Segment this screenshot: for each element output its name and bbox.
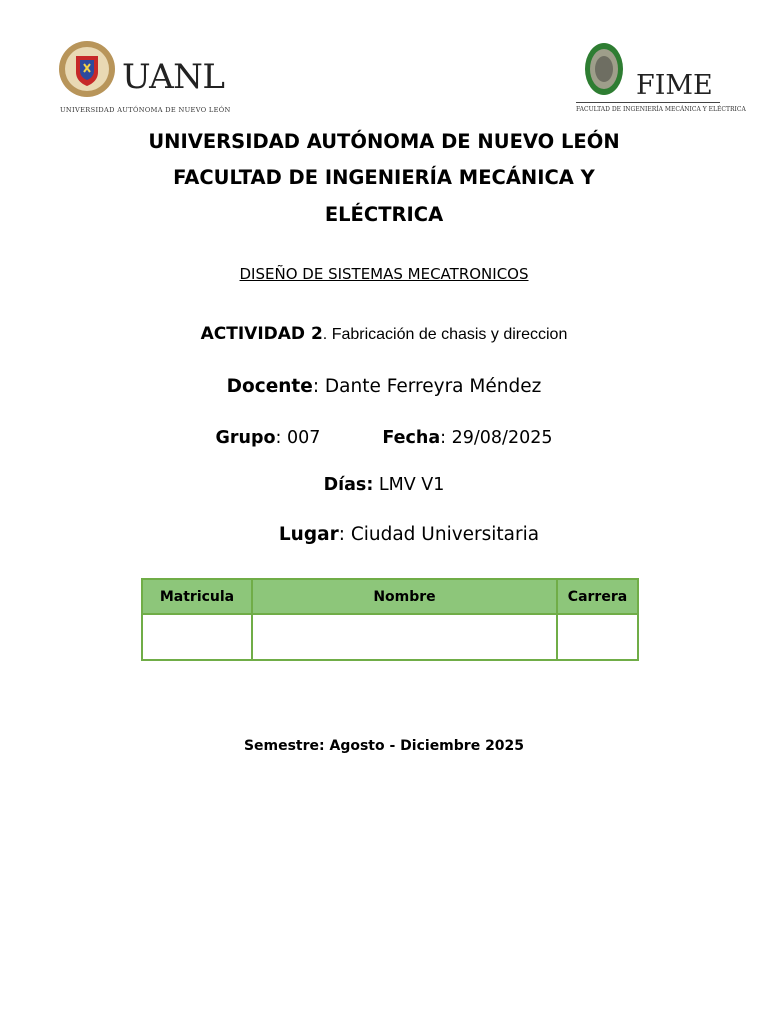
docente-label: Docente [226, 376, 313, 397]
table-header-row [142, 579, 638, 614]
fecha-label: Fecha [382, 428, 441, 448]
activity-line [0, 324, 768, 344]
students-table [141, 578, 639, 661]
fime-divider [576, 102, 720, 103]
cell-nombre [252, 614, 557, 660]
dias-value: LMV V1 [373, 475, 445, 495]
semester-line: Semestre: Agosto - Diciembre 2025 [243, 738, 525, 754]
lugar-label: Lugar [278, 524, 339, 545]
header-carrera: Carrera [557, 579, 638, 614]
uanl-logo [58, 40, 231, 118]
university-title: UNIVERSIDAD AUTÓNOMA DE NUEVO LEÓN [148, 130, 620, 153]
activity-label: ACTIVIDAD 2 [200, 324, 323, 344]
uanl-seal-icon [58, 40, 116, 98]
grupo-fecha-line [0, 428, 768, 448]
fime-seal-icon [584, 42, 624, 96]
dias-line [0, 475, 768, 495]
grupo-value: : 007 [275, 428, 321, 448]
lugar-value: : Ciudad Universitaria [338, 524, 540, 545]
fime-subtitle: FACULTAD DE INGENIERÍA MECÁNICA Y ELÉCTRICA [576, 106, 746, 113]
cell-carrera [557, 614, 638, 660]
uanl-wordmark: UANL [122, 57, 225, 97]
cell-matricula [142, 614, 252, 660]
docente-value: : Dante Ferreyra Méndez [312, 376, 542, 397]
header-nombre: Nombre [252, 579, 557, 614]
docente-line [0, 376, 768, 397]
lugar-line [25, 524, 768, 545]
uanl-subtitle: UNIVERSIDAD AUTÓNOMA DE NUEVO LEÓN [60, 106, 231, 114]
fecha-value: : 29/08/2025 [440, 428, 553, 448]
dias-label: Días: [323, 475, 374, 495]
faculty-title-line1: FACULTAD DE INGENIERÍA MECÁNICA Y [173, 166, 595, 189]
fime-logo [574, 40, 746, 120]
header-matricula: Matricula [142, 579, 252, 614]
fime-wordmark: FIME [636, 70, 713, 101]
grupo-label: Grupo [215, 428, 276, 448]
table-row [142, 614, 638, 660]
faculty-title-line2: ELÉCTRICA [324, 203, 444, 226]
subject-title: DISEÑO DE SISTEMAS MECATRONICOS [239, 265, 529, 283]
activity-text: . Fabricación de chasis y direccion [322, 326, 568, 343]
